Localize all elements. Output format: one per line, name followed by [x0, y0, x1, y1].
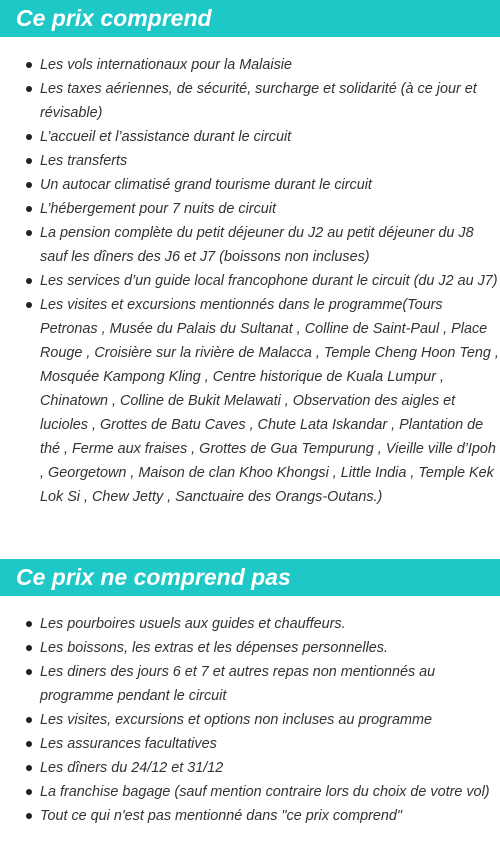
- list-item: Les visites et excursions mentionnés dans le programme(Tours Petronas , Musée du Palais du Sultanat , Colline de Saint-Paul , Place Rouge , Croisière sur la rivière de Malacca , Temple Cheng Hoon Teng , Mosquée Kampong Kling , Centre historique de Kuala Lumpur , Chinatown , Colline de Bukit Melawati , Observation des aigles et lucioles , Grottes de Batu Caves , Chute Lata Iskandar , Plantation de thé , Ferme aux fraises , Grottes de Gua Tempurung , Vieille ville d’Ipoh , Georgetown , Maison de clan Khoo Khongsi , Little India , Temple Kek Lok Si , Chew Jetty , Sanctuaire des Orangs-Outans.): [22, 293, 500, 509]
- list-item: Les boissons, les extras et les dépenses personnelles.: [22, 636, 500, 660]
- list-item: Les diners des jours 6 et 7 et autres repas non mentionnés au programme pendant le circuit: [22, 660, 500, 708]
- excludes-header: Ce prix ne comprend pas: [0, 559, 500, 596]
- list-item: L’hébergement pour 7 nuits de circuit: [22, 197, 500, 221]
- list-item: Les dîners du 24/12 et 31/12: [22, 756, 500, 780]
- list-item: Les transferts: [22, 149, 500, 173]
- list-item: Les pourboires usuels aux guides et chauffeurs.: [22, 612, 500, 636]
- list-item: Les vols internationaux pour la Malaisie: [22, 53, 500, 77]
- excludes-list: [0, 612, 500, 828]
- includes-header: Ce prix comprend: [0, 0, 500, 37]
- list-item: Les services d’un guide local francophone durant le circuit (du J2 au J7): [22, 269, 500, 293]
- list-item: Les taxes aériennes, de sécurité, surcharge et solidarité (à ce jour et révisable): [22, 77, 500, 125]
- list-item: Un autocar climatisé grand tourisme durant le circuit: [22, 173, 500, 197]
- list-item: Les assurances facultatives: [22, 732, 500, 756]
- list-item: La franchise bagage (sauf mention contraire lors du choix de votre vol): [22, 780, 500, 804]
- list-item: L’accueil et l’assistance durant le circuit: [22, 125, 500, 149]
- list-item: Les visites, excursions et options non incluses au programme: [22, 708, 500, 732]
- excludes-section: [0, 559, 500, 828]
- includes-list: [0, 53, 500, 509]
- list-item: La pension complète du petit déjeuner du J2 au petit déjeuner du J8 sauf les dîners des J6 et J7 (boissons non incluses): [22, 221, 500, 269]
- list-item: Tout ce qui n'est pas mentionné dans "ce prix comprend": [22, 804, 500, 828]
